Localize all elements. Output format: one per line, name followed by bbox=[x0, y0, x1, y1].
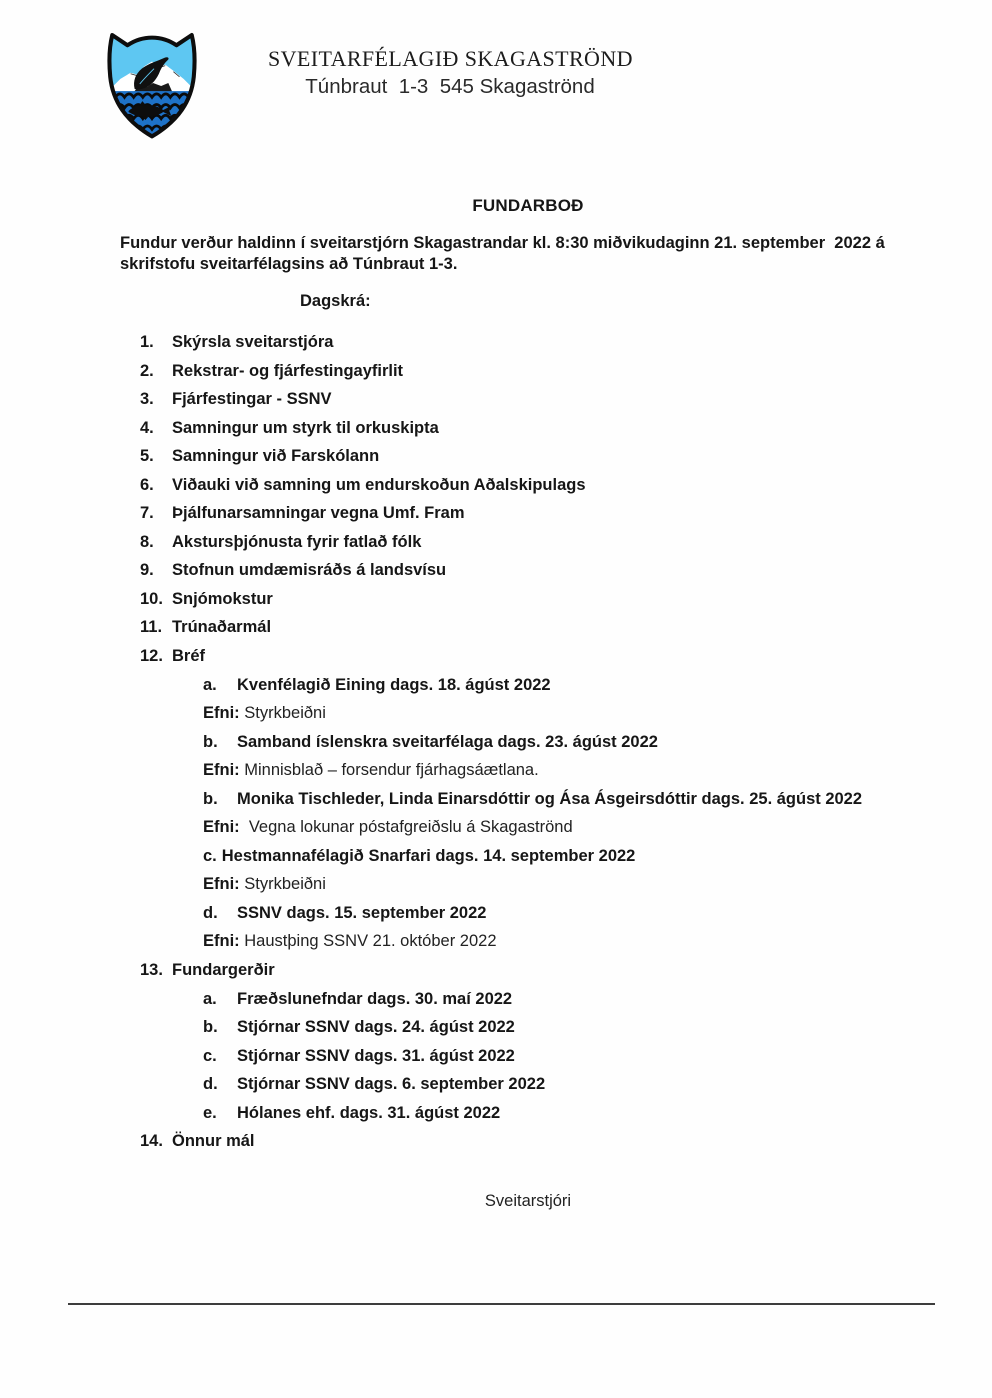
efni-line bbox=[120, 756, 936, 785]
org-name: SVEITARFÉLAGIÐ SKAGASTRÖND bbox=[268, 46, 633, 71]
letter-label: d. bbox=[203, 903, 218, 922]
item-number: 7. bbox=[140, 504, 154, 523]
agenda-item-13 bbox=[120, 956, 936, 985]
letter-label: a. bbox=[203, 989, 217, 1008]
letter-label: d. bbox=[203, 1075, 218, 1094]
item-number: 5. bbox=[140, 447, 154, 466]
letter-item-a bbox=[120, 671, 936, 700]
agenda-item-8 bbox=[120, 528, 936, 557]
letter-text: Fræðslunefndar dags. 30. maí 2022 bbox=[237, 989, 513, 1008]
item-text: Samningur við Farskólann bbox=[172, 447, 380, 466]
item-number: 8. bbox=[140, 532, 154, 551]
efni-label: Efni: bbox=[203, 932, 240, 951]
item-text: Fjárfestingar - SSNV bbox=[172, 390, 332, 409]
efni-label: Efni: bbox=[203, 704, 240, 723]
letter-item-b1 bbox=[120, 728, 936, 757]
efni-line bbox=[120, 870, 936, 899]
item-text: Snjómokstur bbox=[172, 589, 273, 608]
intro-paragraph bbox=[120, 233, 936, 275]
agenda-item-7 bbox=[120, 499, 936, 528]
minutes-item-e bbox=[120, 1099, 936, 1128]
item-number: 14. bbox=[140, 1132, 163, 1151]
agenda-item-3 bbox=[120, 385, 936, 414]
letter-text: SSNV dags. 15. september 2022 bbox=[237, 903, 487, 922]
minutes-item-d bbox=[120, 1070, 936, 1099]
item-number: 6. bbox=[140, 475, 154, 494]
agenda-item-1 bbox=[120, 328, 936, 357]
letter-item-b2 bbox=[120, 785, 936, 814]
item-number: 2. bbox=[140, 361, 154, 380]
letter-text: Stjórnar SSNV dags. 31. ágúst 2022 bbox=[237, 1046, 515, 1065]
letter-text: Samband íslenskra sveitarfélaga dags. 23. ágúst 2022 bbox=[237, 732, 658, 751]
efni-line bbox=[120, 813, 936, 842]
letter-label: b. bbox=[203, 789, 218, 808]
document-title: FUNDARBOÐ bbox=[472, 196, 584, 215]
letter-label: e. bbox=[203, 1103, 217, 1122]
letterhead bbox=[268, 46, 632, 99]
efni-value: Haustþing SSNV 21. október 2022 bbox=[239, 932, 497, 951]
item-number: 11. bbox=[140, 618, 163, 637]
letter-label: c. bbox=[203, 846, 217, 865]
signature-title: Sveitarstjóri bbox=[484, 1191, 572, 1210]
item-number: 12. bbox=[140, 647, 163, 666]
intro-line-2: skrifstofu sveitarfélagsins að Túnbraut 1-3. bbox=[120, 255, 458, 273]
letter-text: Hólanes ehf. dags. 31. ágúst 2022 bbox=[237, 1103, 501, 1122]
minutes-item-a bbox=[120, 985, 936, 1014]
item-text: Viðauki við samning um endurskoðun Aðalskipulags bbox=[172, 475, 586, 494]
letter-label: b. bbox=[203, 732, 218, 751]
minutes-item-c bbox=[120, 1042, 936, 1071]
efni-label: Efni: bbox=[203, 875, 240, 894]
item-number: 3. bbox=[140, 390, 154, 409]
agenda-item-9 bbox=[120, 556, 936, 585]
agenda-list bbox=[120, 328, 936, 1156]
agenda-item-4 bbox=[120, 414, 936, 443]
item-text: Trúnaðarmál bbox=[172, 618, 272, 637]
minutes-item-b bbox=[120, 1013, 936, 1042]
item-text: Samningur um styrk til orkuskipta bbox=[172, 418, 439, 437]
item-number: 1. bbox=[140, 333, 154, 351]
item-number: 9. bbox=[140, 561, 154, 580]
letter-label: a. bbox=[203, 675, 217, 694]
efni-label: Efni: bbox=[203, 818, 240, 837]
agenda-item-5 bbox=[120, 442, 936, 471]
org-address: Túnbraut 1-3 545 Skagaströnd bbox=[305, 75, 595, 98]
item-text: Þjálfunarsamningar vegna Umf. Fram bbox=[172, 504, 465, 523]
coat-of-arms-logo bbox=[106, 32, 198, 140]
item-text: Akstursþjónusta fyrir fatlað fólk bbox=[172, 532, 422, 551]
letter-text: Monika Tischleder, Linda Einarsdóttir og Ása Ásgeirsdóttir dags. 25. ágúst 2022 bbox=[237, 789, 863, 808]
letter-item-c bbox=[120, 842, 936, 871]
agenda-item-10 bbox=[120, 585, 936, 614]
agenda-item-14 bbox=[120, 1127, 936, 1156]
efni-line bbox=[120, 927, 936, 956]
letter-text: Stjórnar SSNV dags. 24. ágúst 2022 bbox=[237, 1018, 515, 1037]
item-number: 13. bbox=[140, 961, 163, 980]
efni-value: Styrkbeiðni bbox=[239, 875, 326, 894]
efni-value: Minnisblað – forsendur fjárhagsáætlana. bbox=[239, 761, 539, 780]
item-text: Stofnun umdæmisráðs á landsvísu bbox=[172, 561, 447, 580]
footer-rule bbox=[68, 1303, 935, 1305]
item-text: Önnur mál bbox=[172, 1132, 255, 1151]
efni-value: Vegna lokunar póstafgreiðslu á Skagaströnd bbox=[239, 818, 573, 837]
letter-text: Stjórnar SSNV dags. 6. september 2022 bbox=[237, 1075, 546, 1094]
agenda-heading: Dagskrá: bbox=[300, 292, 371, 310]
item-text: Rekstrar- og fjárfestingayfirlit bbox=[172, 361, 404, 380]
letter-text: Kvenfélagið Eining dags. 18. ágúst 2022 bbox=[237, 675, 551, 694]
efni-value: Styrkbeiðni bbox=[239, 704, 326, 723]
efni-line bbox=[120, 699, 936, 728]
item-text: Fundargerðir bbox=[172, 961, 275, 980]
letter-item-d bbox=[120, 899, 936, 928]
agenda-item-11 bbox=[120, 613, 936, 642]
letter-label: c. bbox=[203, 1046, 217, 1065]
item-text: Bréf bbox=[172, 647, 206, 666]
agenda-item-2 bbox=[120, 357, 936, 386]
document-content bbox=[120, 196, 936, 1211]
intro-line-1: Fundur verður haldinn í sveitarstjórn Skagastrandar kl. 8:30 miðvikudaginn 21. september 2022 á bbox=[120, 234, 885, 252]
efni-label: Efni: bbox=[203, 761, 240, 780]
item-number: 4. bbox=[140, 418, 154, 437]
agenda-item-12 bbox=[120, 642, 936, 671]
letter-label: b. bbox=[203, 1018, 218, 1037]
letter-text: Hestmannafélagið Snarfari dags. 14. september 2022 bbox=[221, 846, 636, 865]
item-number: 10. bbox=[140, 589, 163, 608]
item-text: Skýrsla sveitarstjóra bbox=[172, 333, 334, 351]
agenda-item-6 bbox=[120, 471, 936, 500]
